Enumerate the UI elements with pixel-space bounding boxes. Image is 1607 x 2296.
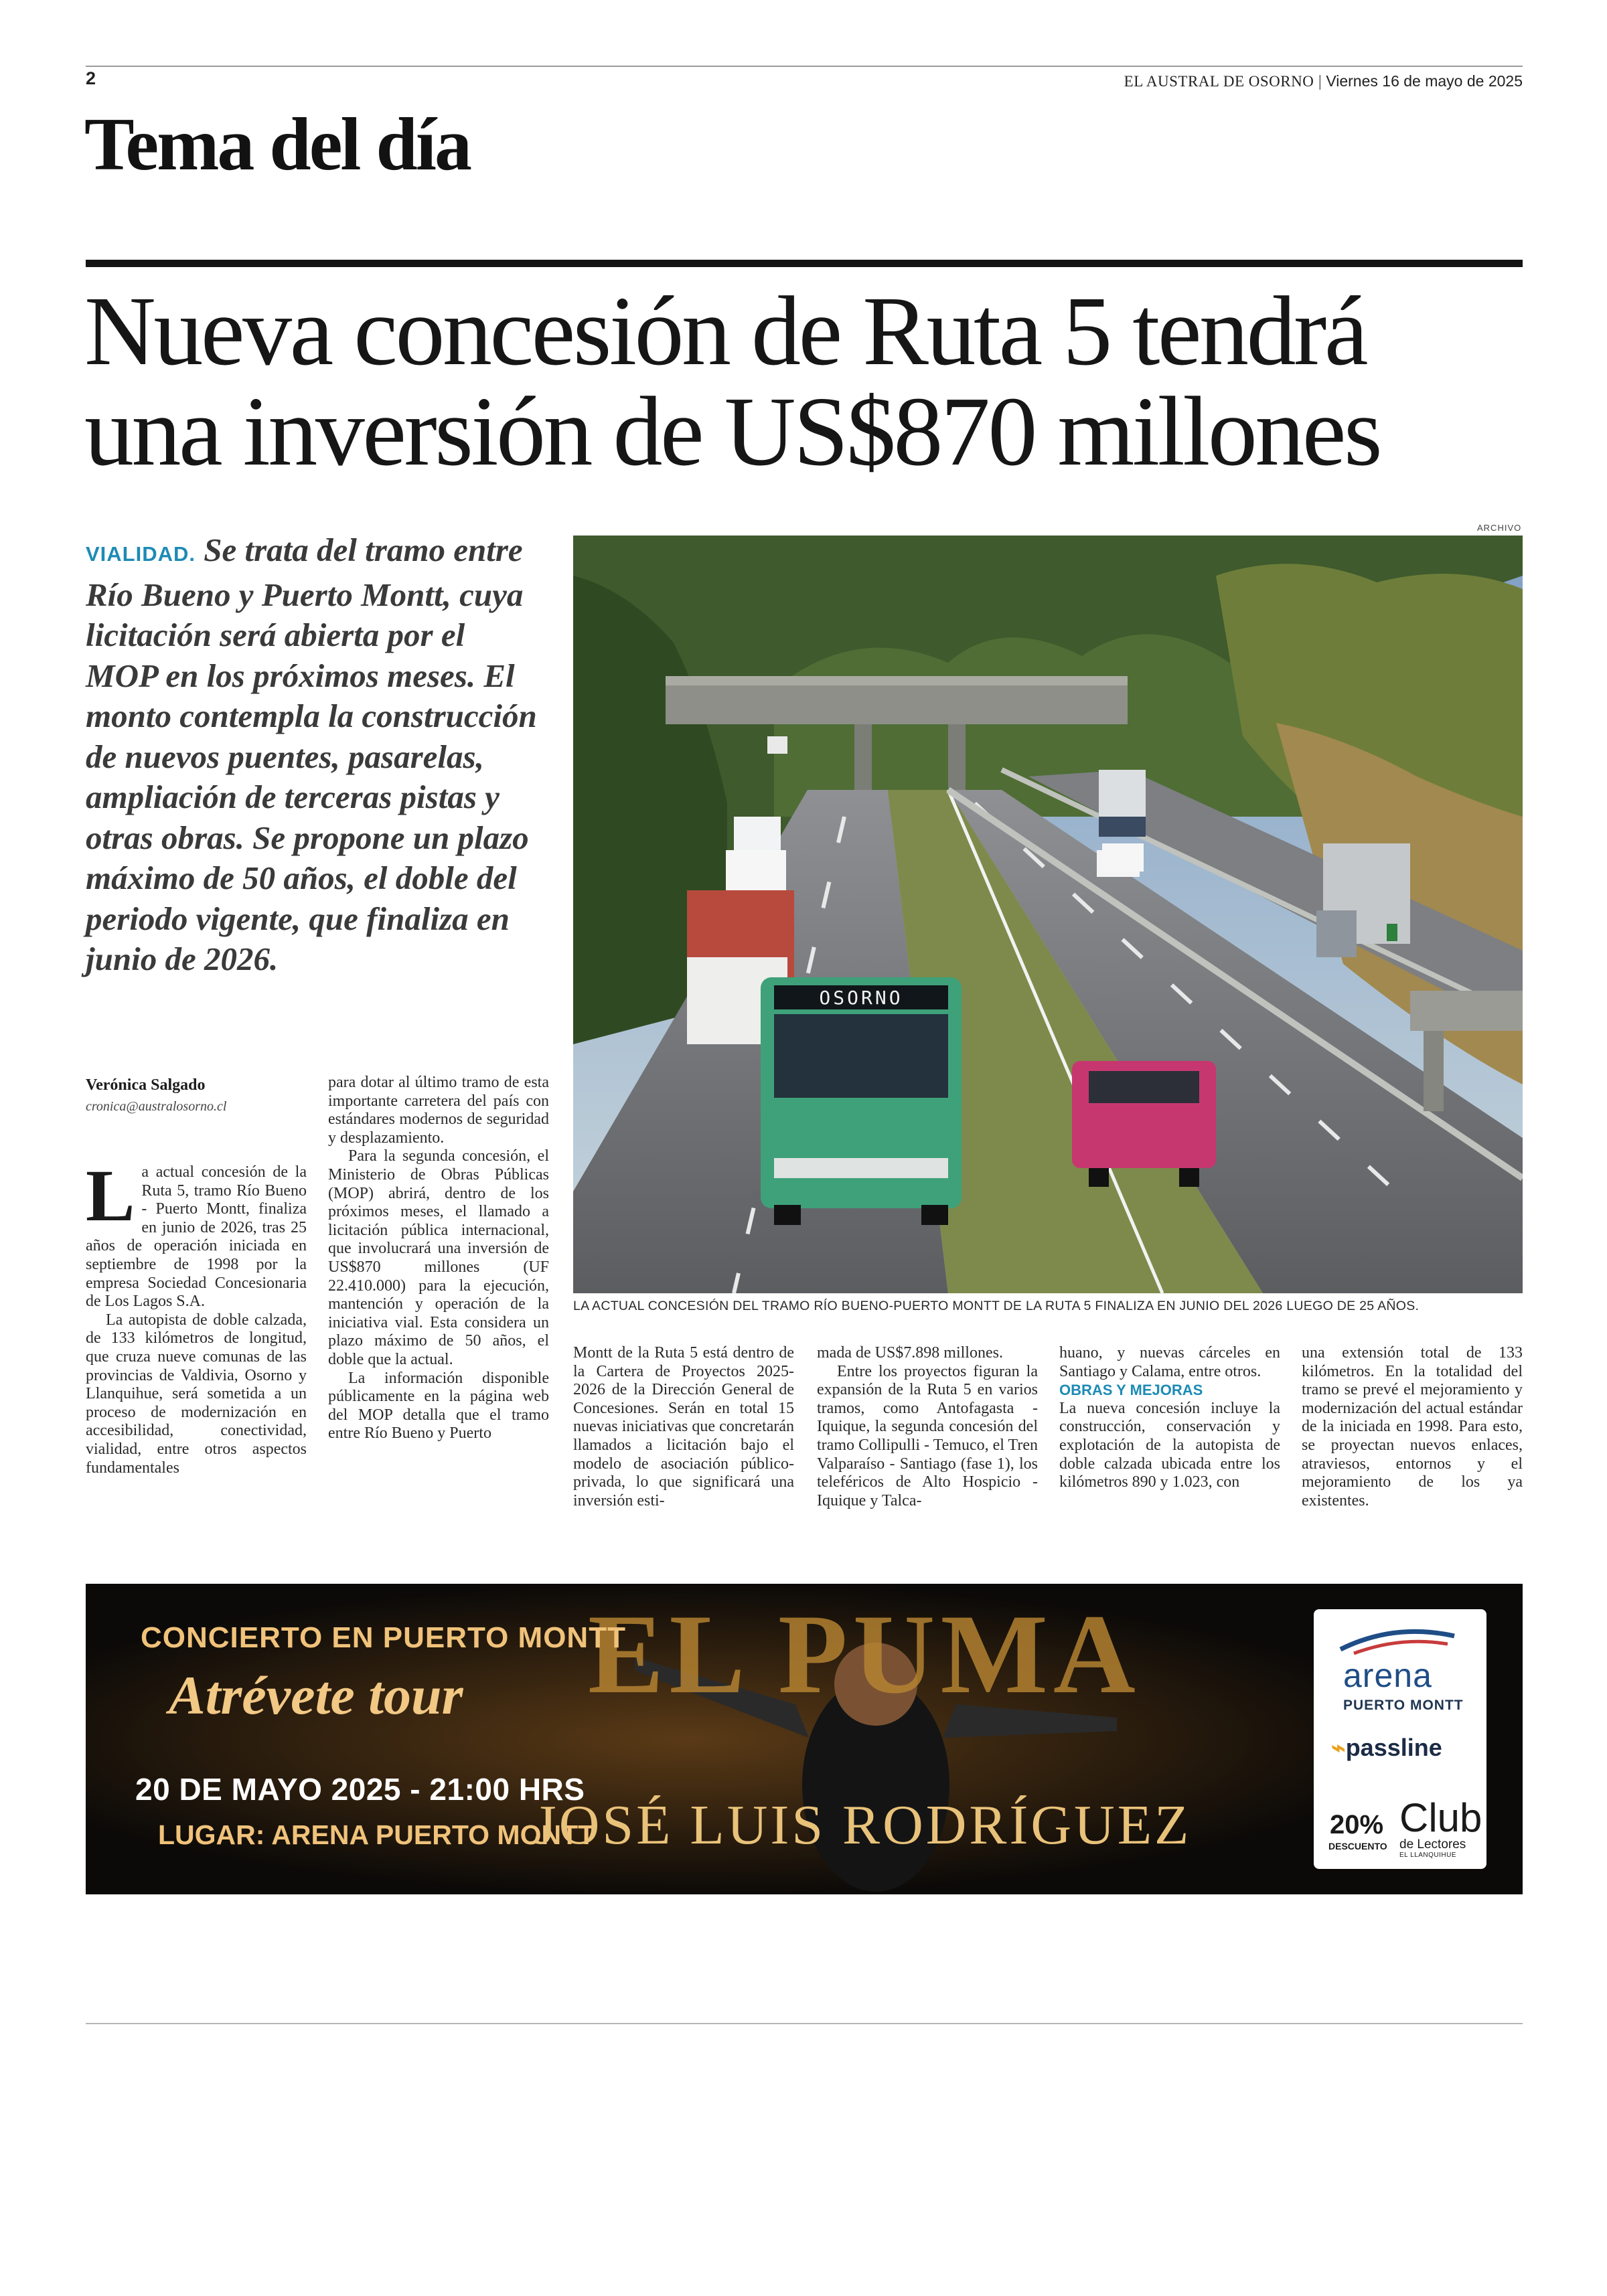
issue-date: Viernes 16 de mayo de 2025 <box>1326 72 1523 90</box>
byline-author: Verónica Salgado <box>86 1076 206 1094</box>
passline-text: passline <box>1345 1734 1442 1761</box>
ad-sponsor-box <box>1314 1609 1486 1869</box>
ticket-icon: ⌁ <box>1331 1734 1346 1761</box>
arena-logo-text: arena <box>1343 1657 1432 1694</box>
ad-artist-name: JOSÉ LUIS RODRÍGUEZ <box>534 1794 1192 1856</box>
body-column-1 <box>86 1155 307 1477</box>
body-column-4 <box>817 1344 1038 1510</box>
passline-logo <box>1331 1734 1442 1762</box>
body-column-5 <box>1059 1344 1280 1492</box>
concert-advertisement[interactable] <box>86 1584 1523 1894</box>
arena-city: PUERTO MONTT <box>1343 1698 1464 1713</box>
headline-line-1: Nueva concesión de Ruta 5 tendrá <box>84 276 1367 386</box>
headline <box>84 276 1531 487</box>
page-number: 2 <box>86 68 96 88</box>
discount-percent: 20% <box>1330 1810 1384 1839</box>
club-newspaper: EL LLANQUIHUE <box>1399 1852 1457 1859</box>
photo-credit: ARCHIVO <box>1477 523 1522 533</box>
highway-photo <box>573 536 1523 1293</box>
body-paragraph: mada de US$7.898 millones. <box>817 1344 1003 1362</box>
body-column-3 <box>573 1344 794 1510</box>
headline-rule <box>86 260 1523 267</box>
photo-caption: LA ACTUAL CONCESIÓN DEL TRAMO RÍO BUENO-PUERTO MONTT DE LA RUTA 5 FINALIZA EN JUNIO DEL 2026 LUEGO DE 25 AÑOS. <box>573 1299 1420 1313</box>
body-paragraph: La nueva concesión incluye la construcción, conservación y explotación de la autopista de doble calzada ubicada entre los kilómetros 890 y 1.023, con <box>1059 1399 1280 1491</box>
top-rule <box>86 66 1523 67</box>
body-paragraph: La información disponible públicamente en la página web del MOP detalla que el tramo entre Río Bueno y Puerto <box>328 1369 549 1443</box>
ad-brand-title: EL PUMA <box>588 1591 1141 1717</box>
headline-line-2: una inversión de US$870 millones <box>84 377 1381 487</box>
subhead: OBRAS Y MEJORAS <box>1059 1382 1203 1399</box>
bottom-rule <box>86 2023 1523 2024</box>
byline-email: cronica@australosorno.cl <box>86 1099 227 1114</box>
body-paragraph <box>86 1155 307 1311</box>
dateline <box>1124 72 1523 90</box>
section-title: Tema del día <box>84 103 470 186</box>
lead-text: Se trata del tramo entre Río Bueno y Puerto Montt, cuya licitación será abierta por el MOP en los próximos meses. El monto contempla la construcción de nuevos puentes, pasarelas, ampliación de terceras pistas y otras obras. Se propone un plazo máximo de 50 años, el doble del periodo vigente, que finaliza en junio de 2026. <box>86 531 537 977</box>
body-paragraph: Montt de la Ruta 5 está dentro de la Cartera de Proyectos 2025-2026 de la Dirección General de Concesiones. Serán en total 15 nuevas iniciativas que concretarán llamados a licitación bajo el modelo de asociación público-privada, lo que significará una inversión esti- <box>573 1344 794 1509</box>
body-column-6 <box>1302 1344 1523 1510</box>
kicker: VIALIDAD. <box>86 542 196 566</box>
lead-paragraph <box>86 530 541 980</box>
body-paragraph: Entre los proyectos figuran la expansión de la Ruta 5 en varios tramos, como Antofagasta - Iquique, la segunda concesión del tramo Collipulli - Temuco, el Tren Valparaíso - Santiago (fase 1), los teleféricos de Alto Hospicio - Iquique y Talca- <box>817 1362 1038 1509</box>
dateline-separator: | <box>1318 72 1322 90</box>
drop-cap: L <box>86 1155 135 1236</box>
body-paragraph: La autopista de doble calzada, de 133 kilómetros de longitud, que cruza nueve comunas de las provincias de Valdivia, Osorno y Llanquihue, será sometida a un proceso de modernización en accesibilidad, conectividad, vialidad, entre otros aspectos fundamentales <box>86 1311 307 1477</box>
ad-venue: LUGAR: ARENA PUERTO MONTT <box>158 1819 595 1850</box>
body-paragraph: huano, y nuevas cárceles en Santiago y Calama, entre otros. <box>1059 1344 1280 1380</box>
publication-name: EL AUSTRAL DE OSORNO <box>1124 73 1314 90</box>
body-paragraph: una extensión total de 133 kilómetros. En la totalidad del tramo se prevé el mejoramiento y modernización del actual estándar de la iniciada en 1998. Para esto, se proyectan nuevos enlaces, atraviesos, entornos y el mejoramiento de los ya existentes. <box>1302 1344 1523 1509</box>
discount-label: DESCUENTO <box>1328 1841 1387 1852</box>
club-logo-text: Club <box>1399 1795 1482 1840</box>
arena-logo-icon <box>1314 1609 1486 1663</box>
ad-date-time: 20 DE MAYO 2025 - 21:00 HRS <box>135 1772 585 1807</box>
ad-tour-name: Atrévete tour <box>169 1665 463 1726</box>
bus-sign: OSORNO <box>819 987 903 1009</box>
body-text: a actual concesión de la Ruta 5, tramo Río Bueno - Puerto Montt, finaliza en junio de 2026, tras 25 años de operación iniciada en septiembre de 1998 por la empresa Sociedad Concesionaria de Los Lagos S.A. <box>86 1163 307 1311</box>
body-paragraph: Para la segunda concesión, el Ministerio de Obras Públicas (MOP) abrirá, dentro de los próximos meses, el llamado a licitación pública internacional, que involucrará una inversión de US$870 millones (UF 22.410.000) para la ejecución, mantención y operación de la iniciativa vial. Esta considera un plazo máximo de 50 años, el doble que la actual. <box>328 1147 549 1368</box>
ad-concert-heading: CONCIERTO EN PUERTO MONTT <box>141 1621 626 1654</box>
body-paragraph: para dotar al último tramo de esta importante carretera del país con estándares modernos de seguridad y desplazamiento. <box>328 1074 549 1147</box>
club-subtitle: de Lectores <box>1399 1837 1466 1852</box>
body-column-2 <box>328 1074 549 1443</box>
